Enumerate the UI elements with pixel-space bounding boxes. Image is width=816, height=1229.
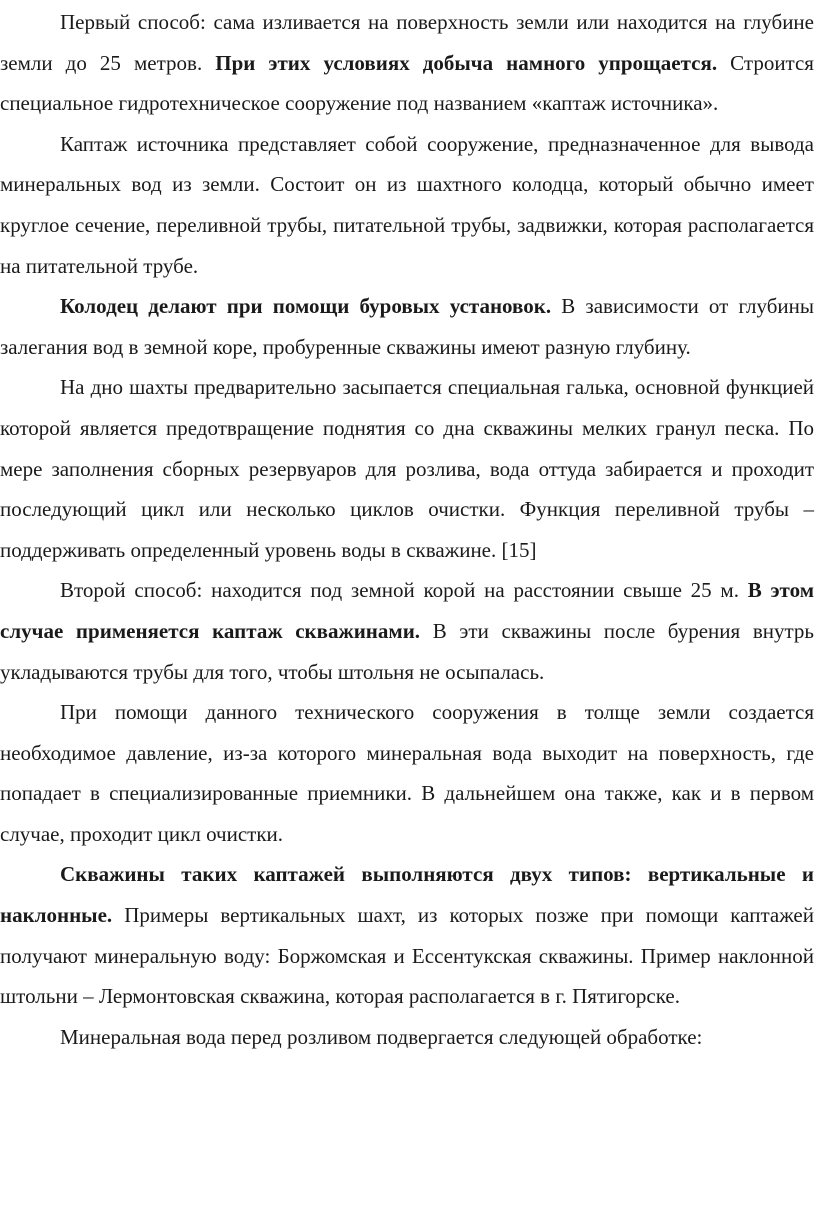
paragraph-well-types	[0, 854, 814, 1016]
paragraph-bold-text: В этом случае применяется каптаж скважинами.	[0, 578, 814, 643]
paragraph-text: В эти скважины после бурения внутрь укладываются трубы для того, чтобы штольня не осыпалась.	[0, 618, 814, 684]
paragraph-bold-text: Колодец делают при помощи буровых установок.	[60, 294, 552, 319]
paragraph-text: В зависимости от глубины залегания вод в земной коре, пробуренные скважины имеют разную глубину.	[0, 294, 814, 359]
paragraph-text: Строится специальное гидротехническое сооружение под названием «каптаж источника».	[0, 50, 814, 116]
paragraph-bold-text: Скважины таких каптажей выполняются двух типов: вертикальные и наклонные.	[0, 862, 814, 928]
paragraph-text: Минеральная вода перед розливом подвергается следующей обработке:	[60, 1024, 703, 1049]
paragraph-text: Каптаж источника представляет собой сооружение, предназначенное для вывода минеральных вод из земли. Состоит он из шахтного колодца, который обычно имеет круглое сечение, переливной трубы, питательной трубы, задвижки, которая располагается на питательной трубе.	[0, 131, 814, 278]
paragraph-shaft-bottom	[0, 367, 814, 570]
paragraph-second-method	[0, 570, 814, 692]
paragraph-bold-text: При этих условиях добыча намного упрощается.	[215, 50, 718, 75]
paragraph-first-method	[0, 2, 814, 124]
paragraph-text: Второй способ: находится под земной корой на расстоянии свыше 25 м.	[60, 578, 748, 603]
paragraph-text: Примеры вертикальных шахт, из которых позже при помощи каптажей получают минеральную воду: Боржомская и Ессентукская скважины. Пример наклонной штольни – Лермонтовская скважина, которая располагается в г. Пятигорске.	[0, 903, 814, 1009]
paragraph-processing	[0, 1017, 814, 1058]
paragraph-text: На дно шахты предварительно засыпается специальная галька, основной функцией которой является предотвращение поднятия со дна скважины мелких гранул песка. По мере заполнения сборных резервуаров для розлива, вода оттуда забирается и проходит последующий цикл или несколько циклов очистки. Функция переливной трубы – поддерживать определенный уровень воды в скважине. [15]	[0, 375, 814, 562]
paragraph-well-drilling	[0, 286, 814, 367]
paragraph-captage-description	[0, 124, 814, 286]
paragraph-pressure	[0, 692, 814, 854]
paragraph-text: Первый способ: сама изливается на поверхность земли или находится на глубине земли до 25 метров.	[0, 10, 814, 75]
paragraph-text: При помощи данного технического сооружения в толще земли создается необходимое давление, из-за которого минеральная вода выходит на поверхность, где попадает в специализированные приемники. В дальнейшем она также, как и в первом случае, проходит цикл очистки.	[0, 700, 814, 846]
